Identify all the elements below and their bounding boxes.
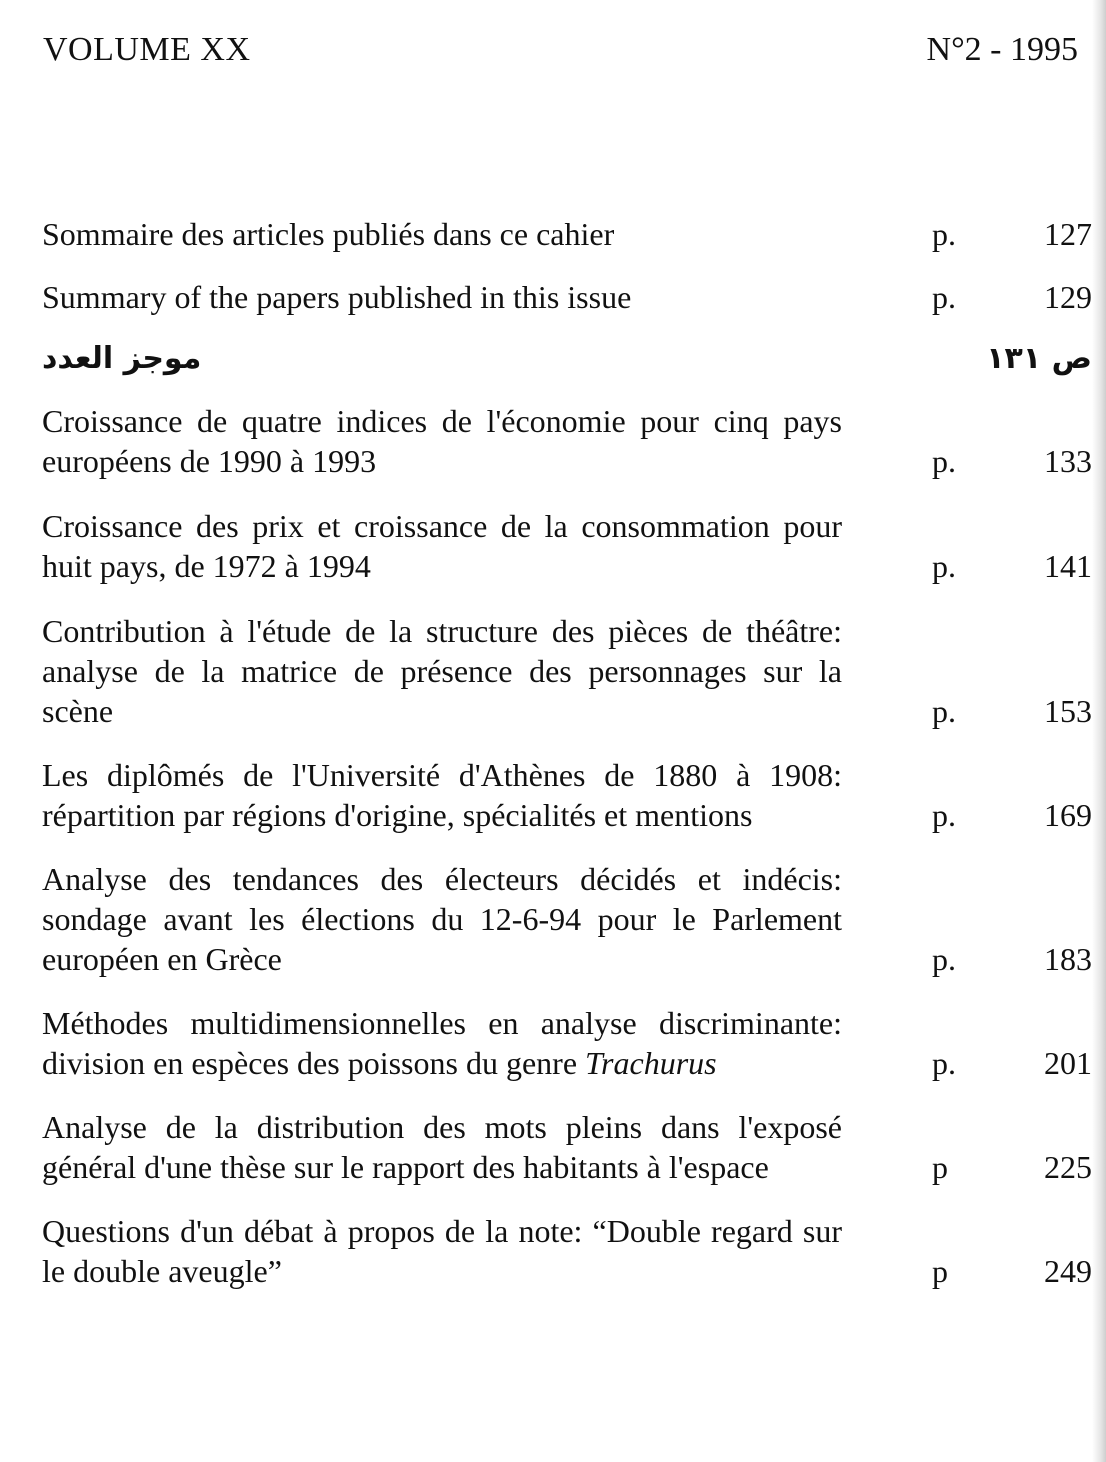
toc-entry-page-label: p. <box>932 216 956 252</box>
table-of-contents <box>42 214 1092 1291</box>
toc-entry-title: Analyse de la distribution des mots pleins dans l'exposé général d'une thèse sur le rapport des habitants à l'espace <box>42 1109 842 1185</box>
toc-entry-title-text: Méthodes multidimensionnelles en analyse discriminante: division en espèces des poissons du genre <box>42 1005 842 1081</box>
toc-entry <box>42 859 1092 979</box>
toc-entry-title-arabic: موجز العدد <box>42 341 202 376</box>
toc-entry-page-label: p. <box>932 548 956 584</box>
toc-entry-page-label: p <box>932 1253 948 1289</box>
toc-entry-page-ref-arabic: ص ١٣١ <box>986 341 1092 376</box>
toc-entry-title: Questions d'un débat à propos de la note: “Double regard sur le double aveugle” <box>42 1213 842 1289</box>
toc-entry <box>42 611 1092 731</box>
toc-entry-title: Les diplômés de l'Université d'Athènes de 1880 à 1908: répartition par régions d'origine, spécialités et mentions <box>42 757 842 833</box>
toc-entry-page-number: 153 <box>1044 693 1092 729</box>
toc-entry <box>42 506 1092 586</box>
volume-label: VOLUME XX <box>43 31 251 68</box>
toc-entry-page-label: p. <box>932 279 956 315</box>
toc-entry-page-label: p. <box>932 443 956 479</box>
page-edge-shadow <box>1092 0 1106 1462</box>
toc-entry <box>42 755 1092 835</box>
toc-entry-arabic <box>42 339 1092 379</box>
toc-entry-page-label: p. <box>932 797 956 833</box>
toc-entry-page-number: 183 <box>1044 941 1092 977</box>
toc-entry-page-number: 133 <box>1044 443 1092 479</box>
toc-entry-title: Sommaire des articles publiés dans ce cahier <box>42 216 615 252</box>
toc-entry-page-label: p. <box>932 693 956 729</box>
toc-entry <box>42 1211 1092 1291</box>
toc-entry-page-number: 249 <box>1044 1253 1092 1289</box>
toc-entry-title-italic: Trachurus <box>585 1045 717 1081</box>
toc-entry-page-number: 169 <box>1044 797 1092 833</box>
toc-entry-page-label: p. <box>932 1045 956 1081</box>
toc-entry-page-number: 127 <box>1044 216 1092 252</box>
toc-entry-title <box>42 1003 842 1083</box>
toc-entry-title: Croissance de quatre indices de l'économie pour cinq pays européens de 1990 à 1993 <box>42 403 842 479</box>
toc-entry-page-label: p. <box>932 941 956 977</box>
toc-entry <box>42 1107 1092 1187</box>
toc-entry <box>42 277 1092 317</box>
toc-entry <box>42 214 1092 254</box>
toc-entry-title: Analyse des tendances des électeurs décidés et indécis: sondage avant les élections du 12-6-94 pour le Parlement européen en Grèce <box>42 861 842 977</box>
toc-entry-title: Croissance des prix et croissance de la consommation pour huit pays, de 1972 à 1994 <box>42 508 842 584</box>
toc-entry-page-number: 129 <box>1044 279 1092 315</box>
toc-entry <box>42 1003 1092 1083</box>
toc-entry-page-number: 225 <box>1044 1149 1092 1185</box>
toc-entry-page-label: p <box>932 1149 948 1185</box>
issue-label: N°2 - 1995 <box>926 31 1078 68</box>
toc-entry-title: Summary of the papers published in this issue <box>42 279 632 315</box>
toc-entry-page-number: 141 <box>1044 548 1092 584</box>
toc-entry <box>42 401 1092 481</box>
toc-entry-title: Contribution à l'étude de la structure des pièces de théâtre: analyse de la matrice de présence des personnages sur la scène <box>42 613 842 729</box>
toc-entry-page-number: 201 <box>1044 1045 1092 1081</box>
